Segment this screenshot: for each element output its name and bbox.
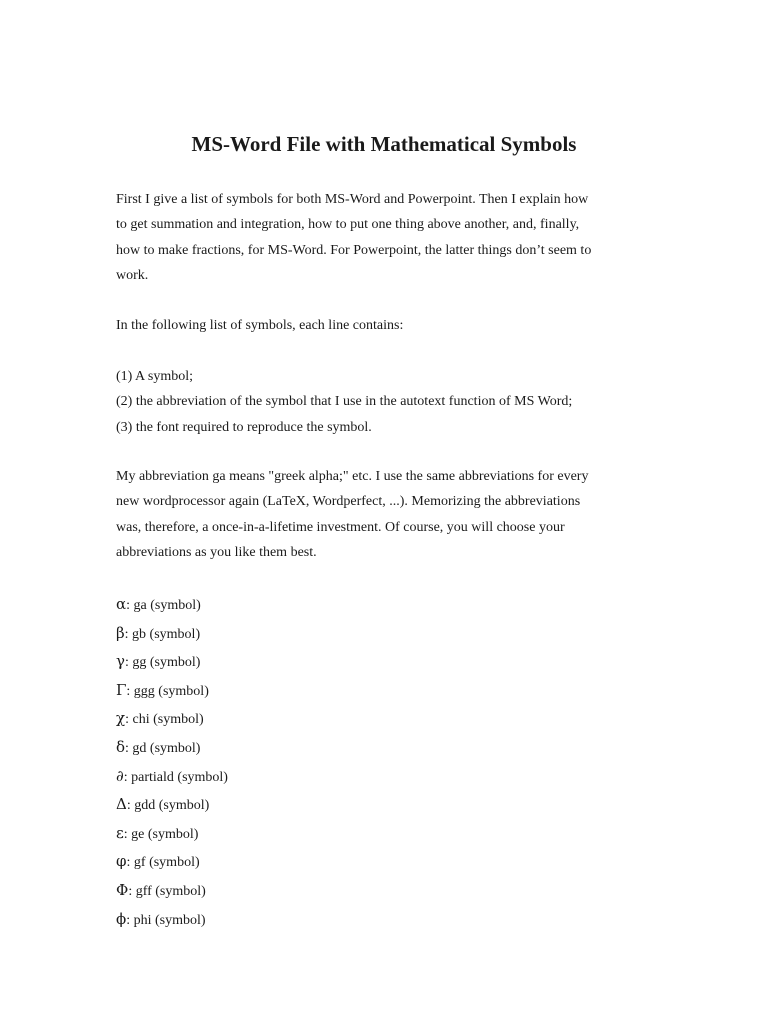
page-title: MS-Word File with Mathematical Symbols — [191, 132, 577, 156]
symbol-list-item — [116, 676, 228, 705]
symbol-description: : gf (symbol) — [126, 855, 200, 871]
abbreviation-line: was, therefore, a once-in-a-lifetime investment. Of course, you will choose your — [116, 519, 565, 535]
intro-paragraph — [116, 187, 676, 288]
symbol-description: : gd (symbol) — [125, 740, 201, 756]
symbol-list-item — [116, 847, 228, 876]
intro-line: to get summation and integration, how to put one thing above another, and, finally, — [116, 217, 580, 233]
intro-line: First I give a list of symbols for both MS-Word and Powerpoint. Then I explain how — [116, 192, 589, 207]
symbol-description: : gb (symbol) — [124, 626, 201, 642]
symbol-description: : ge (symbol) — [123, 826, 199, 842]
abbreviation-paragraph — [116, 464, 676, 565]
symbol-description: : ggg (symbol) — [126, 683, 209, 699]
contents-line: (3) the font required to reproduce the symbol. — [116, 419, 372, 435]
symbol-list-item — [116, 819, 228, 848]
list-intro-line: In the following list of symbols, each line contains: — [116, 318, 404, 333]
symbol-glyph: ε — [116, 823, 124, 842]
abbreviation-line: abbreviations as you like them best. — [116, 544, 317, 560]
contents-paragraph — [116, 364, 676, 440]
abbreviation-line: new wordprocessor again (LaTeX, Wordperfect, ...). Memorizing the abbreviations — [116, 494, 581, 510]
symbol-glyph: β — [116, 623, 125, 642]
symbol-glyph: φ — [116, 852, 127, 871]
contents-line: (2) the abbreviation of the symbol that I use in the autotext function of MS Word; — [116, 394, 573, 410]
symbol-list-item — [116, 733, 228, 762]
symbol-glyph: Φ — [116, 880, 129, 899]
contents-line: (1) A symbol; — [116, 369, 194, 384]
symbol-list-item — [116, 590, 228, 619]
intro-line: work. — [116, 267, 149, 283]
symbol-glyph: χ — [116, 709, 126, 728]
symbol-list-item — [116, 704, 228, 733]
symbol-list-item — [116, 762, 228, 791]
symbol-description: : gff (symbol) — [128, 883, 206, 899]
symbol-glyph: Γ — [116, 680, 127, 699]
symbol-description: : partiald (symbol) — [123, 769, 228, 785]
symbol-glyph: α — [116, 595, 127, 613]
symbol-glyph: γ — [116, 652, 125, 671]
symbol-description: : gdd (symbol) — [126, 798, 210, 814]
symbol-list — [116, 590, 228, 933]
symbol-glyph: δ — [116, 737, 126, 756]
symbol-list-item — [116, 905, 228, 934]
symbol-glyph: ∂ — [116, 766, 124, 785]
symbol-list-item — [116, 647, 228, 676]
symbol-description: : gg (symbol) — [124, 655, 201, 671]
symbol-description: : chi (symbol) — [125, 712, 204, 728]
symbol-description: : phi (symbol) — [126, 912, 206, 928]
symbol-list-item — [116, 619, 228, 648]
intro-line: how to make fractions, for MS-Word. For Powerpoint, the latter things don’t seem to — [116, 242, 592, 258]
symbol-glyph: Δ — [116, 795, 127, 814]
symbol-list-item — [116, 876, 228, 905]
symbol-description: : ga (symbol) — [126, 598, 201, 613]
symbol-glyph: ϕ — [116, 909, 127, 928]
abbreviation-line: My abbreviation ga means "greek alpha;" etc. I use the same abbreviations for every — [116, 469, 589, 484]
symbol-list-item — [116, 790, 228, 819]
list-intro-paragraph — [116, 313, 676, 338]
